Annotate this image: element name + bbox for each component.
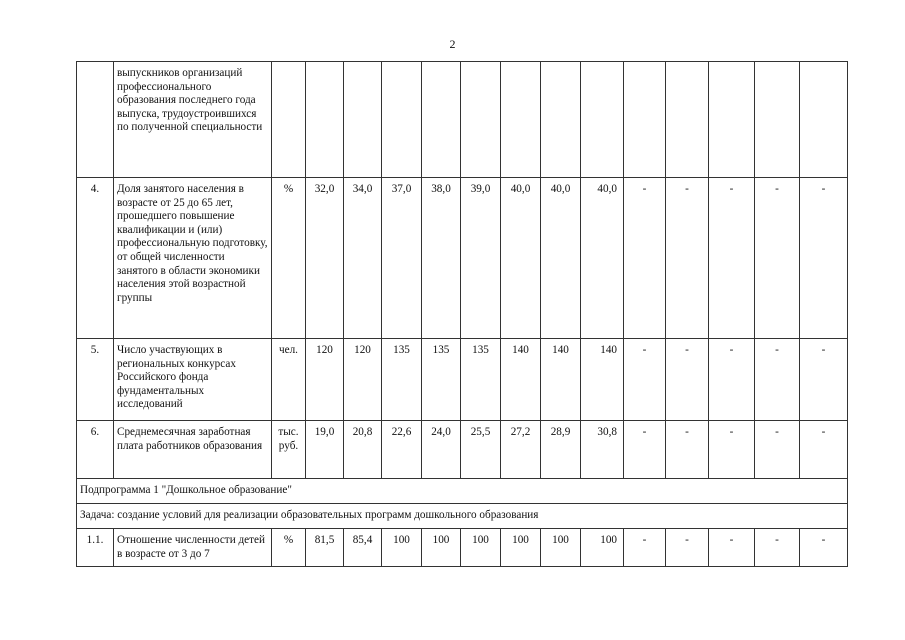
section-heading	[77, 504, 848, 529]
indicator-name: выпускников организаций профессионального образования последнего года выпуска, трудоустроившихся по полученной специальности	[114, 62, 272, 178]
value-cell: 85,4	[344, 529, 382, 567]
dash-cell: -	[709, 421, 755, 479]
section-heading	[77, 479, 848, 504]
dash-cell: -	[666, 421, 709, 479]
table-row	[77, 529, 848, 567]
dash-cell: -	[666, 529, 709, 567]
dash-cell: -	[709, 339, 755, 421]
row-number: 4.	[77, 178, 114, 339]
value-cell: 100	[541, 529, 581, 567]
value-cell: 28,9	[541, 421, 581, 479]
value-cell: 140	[581, 339, 624, 421]
value-cell: 100	[461, 529, 501, 567]
value-cell: 38,0	[422, 178, 461, 339]
value-cell	[422, 62, 461, 178]
value-cell: 30,8	[581, 421, 624, 479]
section-heading-text: Подпрограмма 1 "Дошкольное образование"	[80, 484, 292, 496]
value-cell	[501, 62, 541, 178]
dash-cell: -	[755, 339, 800, 421]
value-cell	[541, 62, 581, 178]
dash-cell: -	[624, 529, 666, 567]
value-cell	[344, 62, 382, 178]
value-cell	[306, 62, 344, 178]
value-cell: 81,5	[306, 529, 344, 567]
row-number: 5.	[77, 339, 114, 421]
table-row	[77, 421, 848, 479]
dash-cell: -	[800, 421, 848, 479]
value-cell: 24,0	[422, 421, 461, 479]
value-cell: 22,6	[382, 421, 422, 479]
value-cell: 19,0	[306, 421, 344, 479]
indicator-name: Число участвующих в региональных конкурсах Российского фонда фундаментальных исследований	[114, 339, 272, 421]
value-cell: 37,0	[382, 178, 422, 339]
unit-cell: %	[272, 529, 306, 567]
dash-cell: -	[800, 178, 848, 339]
page-number: 2	[449, 37, 456, 51]
dash-cell: -	[800, 529, 848, 567]
dash-cell	[666, 62, 709, 178]
value-cell: 140	[541, 339, 581, 421]
table-row	[77, 339, 848, 421]
value-cell: 100	[382, 529, 422, 567]
section-row	[77, 504, 848, 529]
dash-cell	[800, 62, 848, 178]
value-cell: 120	[306, 339, 344, 421]
value-cell: 40,0	[541, 178, 581, 339]
unit-cell	[272, 62, 306, 178]
dash-cell: -	[709, 529, 755, 567]
value-cell: 120	[344, 339, 382, 421]
value-cell: 39,0	[461, 178, 501, 339]
dash-cell: -	[624, 178, 666, 339]
unit-cell: %	[272, 178, 306, 339]
dash-cell: -	[800, 339, 848, 421]
dash-cell	[709, 62, 755, 178]
dash-cell: -	[755, 529, 800, 567]
dash-cell	[755, 62, 800, 178]
value-cell: 20,8	[344, 421, 382, 479]
value-cell: 140	[501, 339, 541, 421]
table-row	[77, 62, 848, 178]
dash-cell: -	[709, 178, 755, 339]
table-row	[77, 178, 848, 339]
value-cell	[581, 62, 624, 178]
value-cell	[382, 62, 422, 178]
indicator-name: Доля занятого населения в возрасте от 25 до 65 лет, прошедшего повышение квалификации и (или) профессиональную подготовку, от общей численности занятого в области экономики населения этой возрастной группы	[114, 178, 272, 339]
section-row	[77, 479, 848, 504]
value-cell: 34,0	[344, 178, 382, 339]
dash-cell: -	[755, 178, 800, 339]
value-cell: 32,0	[306, 178, 344, 339]
indicator-name: Среднемесячная заработная плата работников образования	[114, 421, 272, 479]
value-cell: 25,5	[461, 421, 501, 479]
value-cell: 40,0	[581, 178, 624, 339]
section-heading-text: Задача: создание условий для реализации образовательных программ дошкольного образования	[80, 509, 539, 521]
value-cell: 40,0	[501, 178, 541, 339]
dash-cell	[624, 62, 666, 178]
value-cell: 135	[461, 339, 501, 421]
row-number: 6.	[77, 421, 114, 479]
value-cell: 135	[422, 339, 461, 421]
unit-cell: чел.	[272, 339, 306, 421]
dash-cell: -	[666, 339, 709, 421]
value-cell: 100	[581, 529, 624, 567]
dash-cell: -	[755, 421, 800, 479]
indicators-table	[76, 61, 848, 567]
row-number	[77, 62, 114, 178]
unit-cell: тыс. руб.	[272, 421, 306, 479]
value-cell: 135	[382, 339, 422, 421]
value-cell	[461, 62, 501, 178]
value-cell: 27,2	[501, 421, 541, 479]
dash-cell: -	[624, 421, 666, 479]
value-cell: 100	[422, 529, 461, 567]
row-number: 1.1.	[77, 529, 114, 567]
dash-cell: -	[624, 339, 666, 421]
indicator-name: Отношение численности детей в возрасте от 3 до 7	[114, 529, 272, 567]
dash-cell: -	[666, 178, 709, 339]
value-cell: 100	[501, 529, 541, 567]
